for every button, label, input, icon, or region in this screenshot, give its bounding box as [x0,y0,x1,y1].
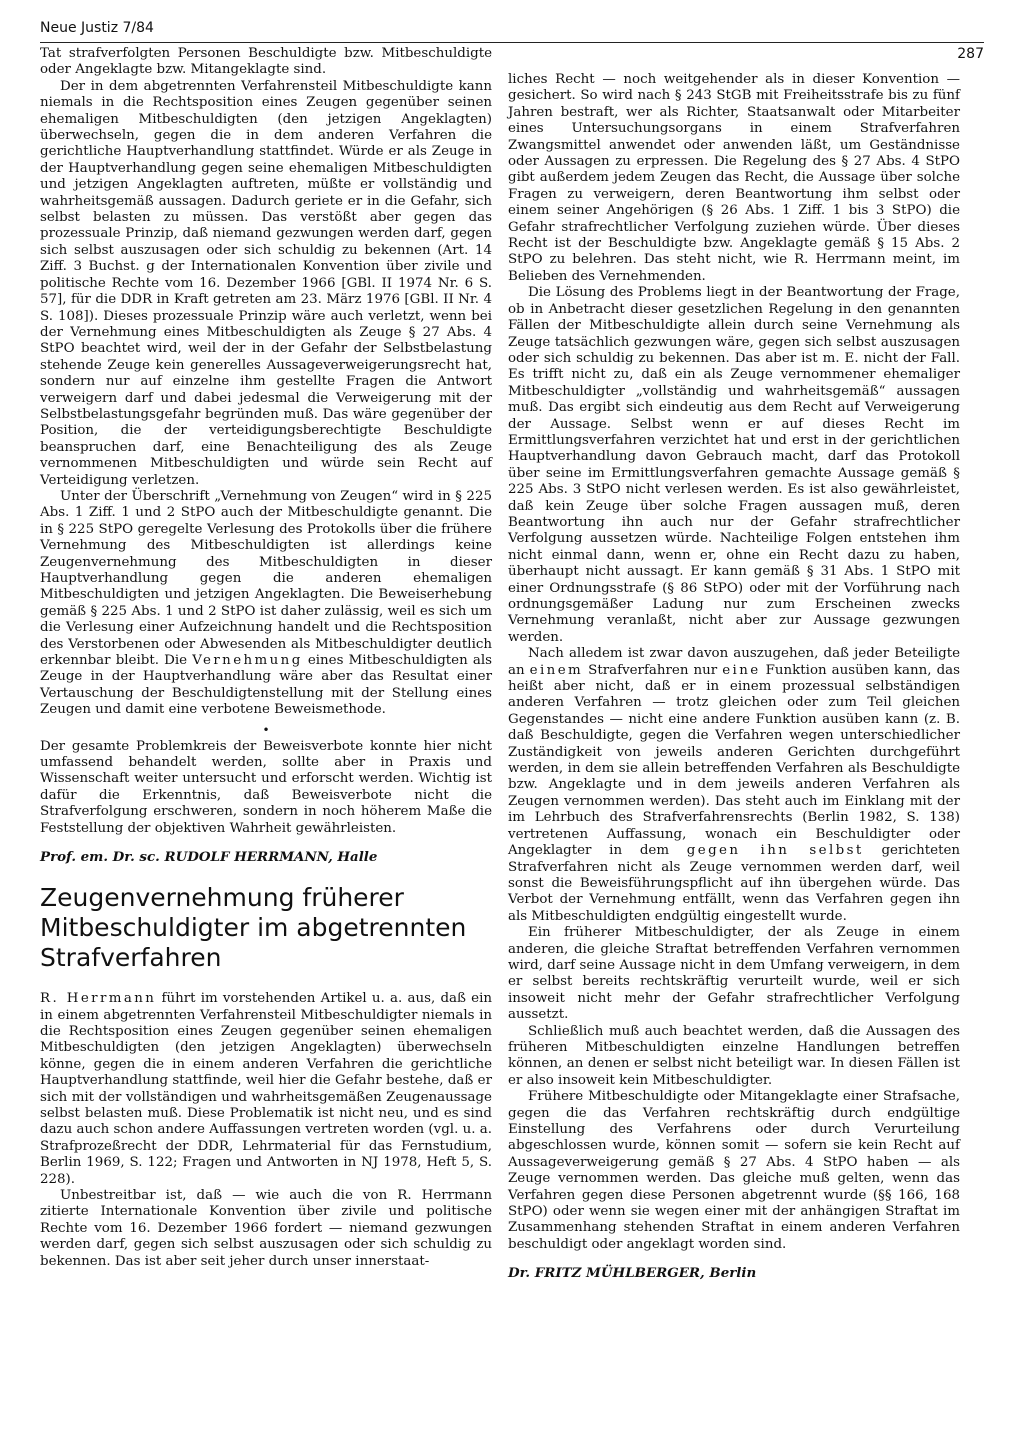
paragraph: Der gesamte Problemkreis der Beweisverbote konnte hier nicht umfassend behandelt werden, sollte aber in Praxis und Wissenschaft weiter untersucht und erforscht werden. Wichtig ist dafür die Erkenntnis, daß Beweisverbote nicht die Strafverfolgung erschweren, sondern in noch höherem Maße die Feststellung der objektiven Wahrheit gewährleisten. [40,738,492,836]
paragraph: liches Recht — noch weitgehender als in dieser Konvention — gesichert. So wird nach § 243 StGB mit Freiheitsstrafe bis zu fünf Jahren bestraft, wer als Richter, Staatsanwalt oder Mitarbeiter eines Untersuchungsorgans in einem Strafverfahren Zwangsmittel anwendet oder anwenden läßt, um Geständnisse oder Aussagen zu erpressen. Die Regelung des § 27 Abs. 4 StPO gibt außerdem jedem Zeugen das Recht, die Aussage über solche Fragen zu verweigern, deren Beantwortung ihm selbst oder einem seiner Angehörigen (§ 26 Abs. 1 Ziff. 1 bis 3 StPO) die Gefahr strafrechtlicher Verfolgung zuziehen würde. Über dieses Recht ist der Beschuldigte bzw. Angeklagte gemäß § 15 Abs. 2 StPO zu belehren. Das steht nicht, wie R. Herrmann meint, im Belieben des Vernehmenden. [508,72,960,284]
right-column [508,72,960,1281]
spaced-text: Vernehmung [192,653,303,669]
text-run: Strafverfahren nur [588,662,718,678]
page-header [40,18,984,43]
spaced-text: eine [722,662,761,678]
text-run: gerichteten Strafverfahren nicht als Zeuge vernommen werden darf, weil sonst die Beweisführungspflicht auf ihn übergehen würde. Das Verbot der Vernehmung entfällt, wenn das Verfahren gegen ihn als Mitbeschuldigten endgültig eingestellt wurde. [508,843,961,924]
text-run: führt im vorstehenden Artikel u. a. aus, daß ein in einem abgetrennten Verfahrensteil Mitbeschuldigter niemals in die Rechtsposition eines Zeugen gegenüber seinen ehemaligen Mitbeschuldigten (den jetzigen Angeklagten) überwechseln könne, gegen die in einem anderen Verfahren die gerichtliche Hauptverhandlung stattfinde, weil hier die Gefahr bestehe, daß er sich mit der vollständigen und wahrheitsgemäßen Zeugenaussage selbst belasten muß. Diese Problematik ist nicht neu, und es sind dazu auch schon andere Auffassungen vertreten worden (vgl. u. a. Strafprozeßrecht der DDR, Lehrmaterial für das Fernstudium, Berlin 1969, S. 122; Fragen und Antworten in NJ 1978, Heft 5, S. 228). [40,991,492,1187]
text-run: Unter der Überschrift „Vernehmung von Zeugen“ wird in § 225 Abs. 1 Ziff. 1 und 2 StPO auch der Mitbeschuldigte genannt. Die in § 225 StPO geregelte Verlesung des Protokolls über die frühere Vernehmung des Mitbeschuldigten ist allerdings keine Zeugenvernehmung des Mitbeschuldigten in dieser Hauptverhandlung gegen die anderen ehemaligen Mitbeschuldigten und jetzigen Angeklagten. Die Beweiserhebung gemäß § 225 Abs. 1 und 2 StPO ist daher zulässig, weil es sich um die Verlesung einer Aufzeichnung handelt und die Rechtsposition des Verstorbenen oder Abwesenden als Mitbeschuldigter deutlich erkennbar bleibt. Die [40,488,492,669]
page-number: 287 [957,46,984,62]
text-run: Funktion ausüben kann, das heißt aber nicht, daß er in einem prozessual selbständigen anderen Verfahren — trotz gleichen oder zum Teil gleichen Gegenstandes — nicht eine andere Funktion ausüben kann (z. B. daß Beschuldigte, gegen die Verfahren wegen unterschiedlicher Zuständigkeit von jeweils anderen Gerichten durchgeführt werden, in dem sie allein betreffenden Verfahren als Beschuldigte bzw. Angeklagte und in dem jeweils anderen Verfahren als Zeugen vernommen werden). Das steht auch im Einklang mit der im Lehrbuch des Strafverfahrensrechts (Berlin 1982, S. 138) vertretenen Auffassung, wonach ein Beschuldigter oder Angeklagter in dem [508,662,960,859]
journal-issue: Neue Justiz 7/84 [40,20,154,36]
paragraph [508,646,960,925]
author-signature: Dr. FRITZ MÜHLBERGER, Berlin [508,1265,757,1282]
paragraph: Die Lösung des Problems liegt in der Beantwortung der Frage, ob in Anbetracht dieser gesetzlichen Regelung in den genannten Fällen der Mitbeschuldigte allein durch seine Vernehmung als Zeuge tatsächlich gezwungen wäre, gegen sich selbst auszusagen oder sich schuldig zu bekennen. Das aber ist m. E. nicht der Fall. Es trifft nicht zu, daß ein als Zeuge vernommener ehemaliger Mitbeschuldigter „vollständig und wahrheitsgemäß“ aussagen muß. Das ergibt sich eindeutig aus dem Recht auf Verweigerung der Aussage. Selbst wenn er auf dieses Recht im Ermittlungsverfahren verzichtet hat und erst in der gerichtlichen Hauptverhandlung davon Gebrauch macht, darf das Protokoll über seine im Ermittlungsverfahren gemachte Aussage gemäß § 225 Abs. 3 StPO nicht verlesen werden. Es ist also gewährleistet, daß kein Zeuge über solche Fragen aussagen muß, deren Beantwortung ihn auch nur der Gefahr strafrechtlicher Verfolgung aussetzen würde. Nachteilige Folgen entstehen ihm nicht einmal dann, wenn er, ohne ein Recht dazu zu haben, überhaupt nicht aussagt. Er kann gemäß § 31 Abs. 1 StPO mit einer Ordnungsstrafe (§ 86 StPO) oder mit der Vorführung nach ordnungsgemäßer Ladung nur zum Erscheinen zwecks Vernehmung veranlaßt, nicht aber zur Aussage gezwungen werden. [508,285,960,645]
paragraph: Unbestreitbar ist, daß — wie auch die von R. Herrmann zitierte Internationale Konvention über zivile und politische Rechte vom 16. Dezember 1966 fordert — niemand gezwungen werden darf, gegen sich selbst auszusagen oder sich schuldig zu bekennen. Das ist aber seit jeher durch unser innerstaat- [40,1187,492,1269]
spaced-text: gegen ihn selbst [686,843,864,859]
paragraph: Tat strafverfolgten Personen Beschuldigte bzw. Mitbeschuldigte oder Angeklagte bzw. Mitangeklagte sind. [40,46,492,78]
article-title: Zeugenvernehmung früherer Mitbeschuldigter im abgetrennten Strafverfahren [40,883,467,973]
left-column [40,46,492,1270]
paragraph: Schließlich muß auch beachtet werden, daß die Aussagen des früheren Mitbeschuldigten einzelne Handlungen betreffen können, an denen er selbst nicht beteiligt war. In diesen Fällen ist er also insoweit kein Mitbeschuldigter. [508,1023,960,1088]
paragraph [40,489,492,719]
text-run: Nach alledem ist zwar davon auszugehen, daß jeder Beteiligte an [508,646,960,678]
spaced-text: einem [529,662,584,678]
paragraph: Frühere Mitbeschuldigte oder Mitangeklagte einer Strafsache, gegen die das Verfahren rechtskräftig durch endgültige Einstellung des Verfahrens oder durch Verurteilung abgeschlossen wurde, können somit — sofern sie kein Recht auf Aussageverweigerung gemäß § 27 Abs. 4 StPO haben — als Zeuge vernommen werden. Das gleiche muß gelten, wenn das Verfahren gegen diese Personen abgetrennt wurde (§§ 166, 168 StPO) oder wenn sie wegen einer mit der anhängigen Straftat im Zusammenhang stehenden Straftat in einem anderen Verfahren beschuldigt oder angeklagt worden sind. [508,1089,960,1252]
author-signature: Prof. em. Dr. sc. RUDOLF HERRMANN, Halle [40,849,378,866]
spaced-text: R. Herrmann [40,991,157,1007]
text-run: eines Mitbeschuldigten als Zeuge in der Hauptverhandlung wäre aber das Resultat einer Vertauschung der Beschuldigtenstellung mit der Stellung eines Zeugen und damit eine verbotene Beweismethode. [40,653,492,718]
paragraph: Ein früherer Mitbeschuldigter, der als Zeuge in einem anderen, die gleiche Straftat betreffenden Verfahren vernommen wird, darf seine Aussage nicht in dem Umfang verweigern, in dem er selbst bereits rechtskräftig verurteilt wurde, weil er sich insoweit nicht mehr der Gefahr strafrechtlicher Verfolgung aussetzt. [508,925,960,1023]
paragraph: Der in dem abgetrennten Verfahrensteil Mitbeschuldigte kann niemals in die Rechtsposition eines Zeugen gegenüber seinen ehemaligen Mitbeschuldigten (den jetzigen Angeklagten) überwechseln, gegen die in dem anderen Verfahren die gerichtliche Hauptverhandlung stattfindet. Würde er als Zeuge in der Hauptverhandlung gegen seine ehemaligen Mitbeschuldigten und jetzigen Angeklagten auftreten, müßte er vollständig und wahrheitsgemäß aussagen. Dadurch geriete er in die Gefahr, sich selbst belasten zu müssen. Das verstößt aber gegen das prozessuale Prinzip, daß niemand gezwungen werden darf, gegen sich selbst auszusagen oder sich schuldig zu bekennen (Art. 14 Ziff. 3 Buchst. g der Internationalen Konvention über zivile und politische Rechte vom 16. Dezember 1966 [GBl. II 1974 Nr. 6 S. 57], für die DDR in Kraft getreten am 23. März 1976 [GBl. II Nr. 4 S. 108]). Dieses prozessuale Prinzip wäre auch verletzt, wenn bei der Vernehmung eines Mitbeschuldigten als Zeuge § 27 Abs. 4 StPO beachtet wird, weil der in der Gefahr der Selbstbelastung stehende Zeuge kein generelles Aussageverweigerungsrecht hat, sondern nur auf einzelne ihm gestellte Fragen die Antwort verweigern darf und dabei jedesmal die Verweigerung mit der Selbstbelastungsgefahr begründen muß. Das wäre gegenüber der Position, die der verteidigungsberechtigte Beschuldigte beanspruchen darf, eine Benachteiligung des als Zeuge vernommenen Mitbeschuldigten und würde sein Recht auf Verteidigung verletzen. [40,78,492,488]
paragraph [40,991,492,1188]
section-separator: • [262,722,270,737]
